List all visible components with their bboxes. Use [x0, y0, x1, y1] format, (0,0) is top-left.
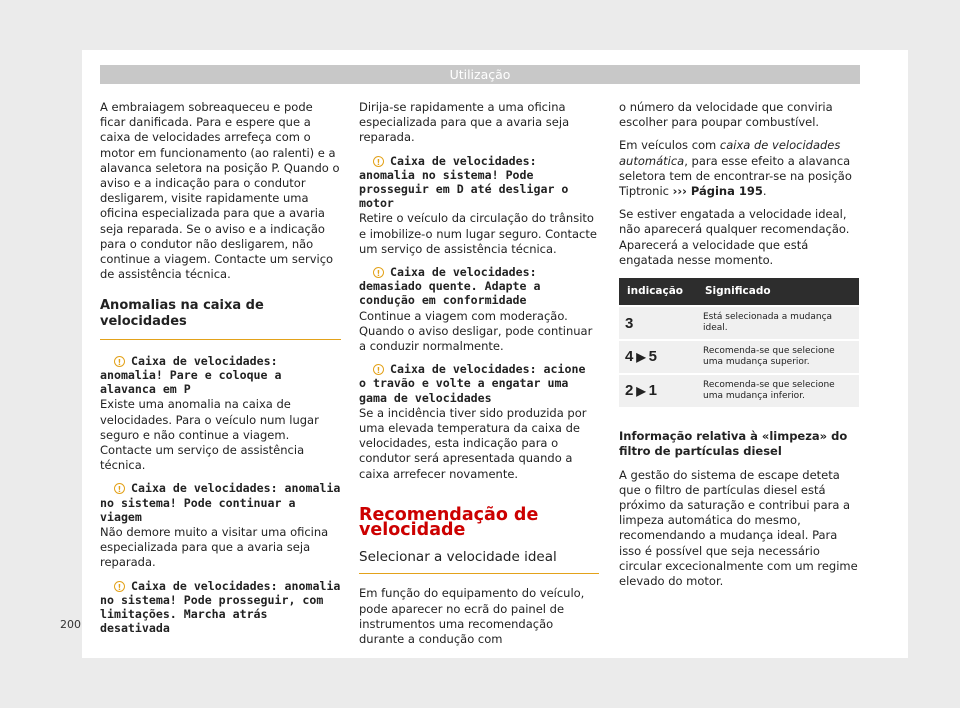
- gear-meaning: Recomenda-se que selecione uma mudança superior.: [697, 340, 859, 374]
- section-subheading: Anomalias na caixa de velocidades: [100, 298, 341, 339]
- warning-text: Caixa de velocidades: anomalia no sistema! Pode prosseguir, com limitações. Marcha atrás desativada: [100, 578, 341, 636]
- warning-text: Caixa de velocidades: anomalia! Pare e coloque a alavanca em P: [100, 353, 282, 397]
- paragraph: Se a incidência tiver sido produzida por uma elevada temperatura da caixa de velocidades, esta indicação para o condutor será apresentada quando a caixa arrefecer novamente.: [359, 405, 587, 481]
- page-header: Utilização: [100, 65, 860, 84]
- page-number: 200: [60, 618, 81, 631]
- gear-number: 4: [625, 348, 634, 366]
- table-row: [619, 374, 859, 407]
- table-header-significado: Significado: [697, 278, 859, 306]
- paragraph: Dirija-se rapidamente a uma oficina especializada para que a avaria seja reparada.: [359, 100, 570, 145]
- warning-text: Caixa de velocidades: demasiado quente. Adapte a condução em conformidade: [359, 265, 541, 308]
- paragraph: A embraiagem sobreaqueceu e pode ficar danificada. Para e espere que a caixa de velocidades arrefeça com o motor em funcionamento (ao ralenti) e a alavanca seletora na posição P. Quando o aviso e a indicação para o condutor desligarem, visite rapidamente uma oficina especializada para que a avaria seja reparada. Se o aviso e a indicação para o condutor não desligarem, não continue a viagem. Contacte um serviço de assistência técnica.: [100, 100, 340, 282]
- text-span: Em veículos com: [619, 138, 720, 153]
- gear-meaning: Está selecionada a mudança ideal.: [697, 306, 859, 340]
- paragraph: Retire o veículo da circulação do trânsito e imobilize-o num lugar seguro. Contacte um serviço de assistência técnica.: [359, 211, 597, 256]
- italic-term: caixa de velocidades automática: [619, 138, 841, 168]
- paragraph: Continue a viagem com moderação. Quando o aviso desligar, pode continuar a conduzir normalmente.: [359, 308, 593, 354]
- section-subtitle-block: [359, 550, 599, 574]
- gear-indicator-table: [619, 278, 859, 407]
- subheading: Informação relativa à «limpeza» do filtro de partículas diesel: [619, 429, 848, 459]
- paragraph: Em função do equipamento do veículo, pode aparecer no ecrã do painel de instrumentos uma recomendação durante a condução com: [359, 586, 585, 647]
- warning-text: Caixa de velocidades: anomalia no sistema! Pode continuar a viagem: [100, 481, 341, 524]
- warning-circle-icon: !: [373, 267, 384, 278]
- section-title: Recomendação de velocidade: [359, 504, 539, 541]
- section-subtitle: Selecionar a velocidade ideal: [359, 549, 557, 566]
- gear-number: 2: [625, 382, 634, 400]
- warning-circle-icon: !: [373, 364, 384, 375]
- gear-indication: [619, 374, 697, 407]
- warning-message: [359, 154, 599, 211]
- gear-number: 5: [648, 348, 657, 366]
- warning-message: [359, 265, 599, 308]
- paragraph: Existe uma anomalia na caixa de velocidades. Para o veículo num lugar seguro e não continue a viagem. Contacte um serviço de assistência técnica.: [100, 397, 319, 473]
- warning-circle-icon: !: [114, 483, 125, 494]
- warning-circle-icon: !: [114, 356, 125, 367]
- gear-indication: [619, 340, 697, 374]
- gear-indication: [619, 306, 697, 340]
- warning-message: [100, 579, 341, 636]
- paragraph: Não demore muito a visitar uma oficina especializada para que a avaria seja reparada.: [100, 525, 329, 570]
- gear-number: 3: [625, 314, 634, 332]
- table-header-row: [619, 278, 859, 306]
- warning-circle-icon: !: [114, 581, 125, 592]
- warning-message: [359, 362, 599, 405]
- warning-message: [100, 481, 341, 524]
- warning-text: Caixa de velocidades: anomalia no sistema! Pode prosseguir em D até desligar o motor: [359, 153, 569, 211]
- column-2: [359, 100, 599, 655]
- page-reference-link[interactable]: ››› Página 195: [672, 184, 763, 199]
- text-span: , para esse efeito a alavanca seletora tem de encontrar-se na posição Tiptronic: [619, 153, 852, 199]
- paragraph: [619, 138, 859, 199]
- table-row: [619, 306, 859, 340]
- column-3: [619, 100, 859, 597]
- paragraph: A gestão do sistema de escape deteta que o filtro de partículas diesel está próximo da saturação e contribui para a limpeza automática do mesmo, recomendando a mudança ideal. Para isso é possível que seja necessário circular excecionalmente com um regime elevado do motor.: [619, 467, 858, 589]
- gear-number: 1: [648, 382, 657, 400]
- gear-meaning: Recomenda-se que selecione uma mudança inferior.: [697, 374, 859, 407]
- arrow-right-icon: ▶: [636, 384, 646, 399]
- paragraph: o número da velocidade que conviria escolher para poupar combustível.: [619, 100, 833, 130]
- paragraph: Se estiver engatada a velocidade ideal, não aparecerá qualquer recomendação. Aparecerá a velocidade que está engatada nesse momento.: [619, 207, 850, 267]
- column-1: [100, 100, 341, 637]
- warning-circle-icon: !: [373, 156, 384, 167]
- table-row: [619, 340, 859, 374]
- warning-message: [100, 354, 341, 397]
- text-span: .: [762, 184, 767, 199]
- arrow-right-icon: ▶: [636, 350, 646, 365]
- table-header-indicacao: indicação: [619, 278, 697, 306]
- warning-text: Caixa de velocidades: acione o travão e volte a engatar uma gama de velocidades: [359, 362, 586, 405]
